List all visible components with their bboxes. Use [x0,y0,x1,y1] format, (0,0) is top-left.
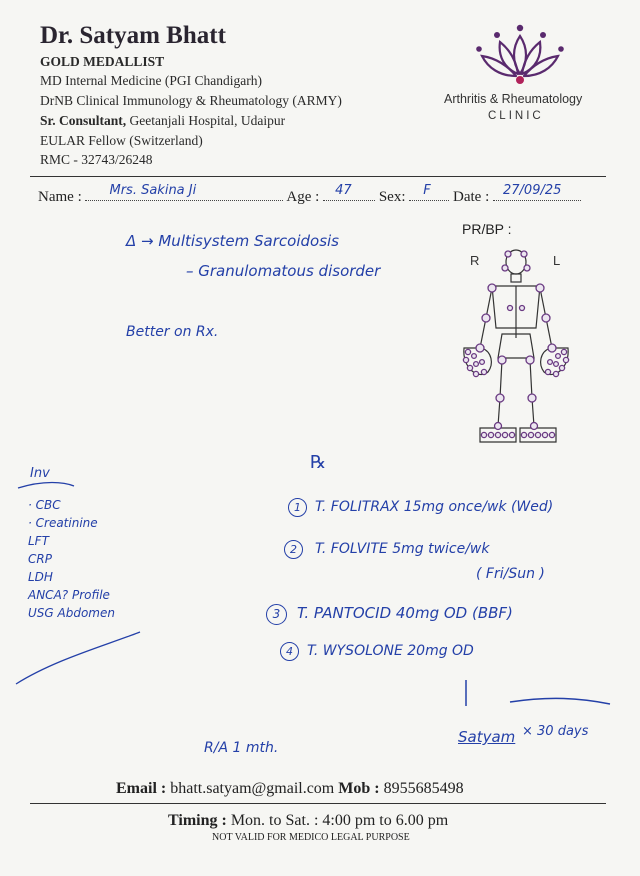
clinical-status: Better on Rx. [126,324,219,340]
investigation-item: · Creatinine [28,516,98,530]
email-value: bhatt.satyam@gmail.com [166,780,335,797]
position-label: Sr. Consultant, [40,113,127,128]
email-label: Email : [116,780,167,797]
rx-item-text: T. FOLITRAX 15mg once/wk (Wed) [315,499,554,515]
rx-item-2 [284,540,490,559]
clinic-name: Arthritis & Rheumatology [444,92,583,106]
rx-item-2-schedule: ( Fri/Sun ) [476,566,545,582]
clinic-subtitle: CLINIC [488,110,544,122]
clinic-timing [168,812,448,830]
review-note: R/A 1 mth. [204,740,279,756]
rx-item-1 [288,498,553,517]
joint-homunculus-diagram-icon [458,248,578,448]
diagnosis-line-2: – Granulomatous disorder [186,262,381,280]
investigation-item: ANCA? Profile [28,588,110,602]
investigation-item: LDH [28,570,53,584]
age-label: Age : [286,189,320,205]
right-side-label: R [470,253,480,268]
prbp-label: PR/BP : [462,221,512,237]
investigation-item: LFT [28,534,49,548]
investigation-item: CRP [28,552,52,566]
age-field [323,183,375,201]
mob-value: 8955685498 [379,780,464,797]
mob-label: Mob : [334,780,380,797]
position-hospital: Geetanjali Hospital, Udaipur [126,113,286,128]
doctor-award: GOLD MEDALLIST [40,54,165,69]
footer-contact [116,780,464,798]
investigation-item: · CBC [28,498,61,512]
rx-number-circle: 4 [280,642,299,661]
header-divider [30,176,606,177]
doctor-name: Dr. Satyam Bhatt [40,22,226,49]
left-side-label: L [553,253,561,268]
sex-value: F [423,183,431,198]
lotus-dots-logo-icon [472,22,568,86]
doctor-position [40,113,285,129]
date-field [493,183,581,201]
age-value: 47 [335,183,352,198]
footer-divider [30,803,606,804]
rx-item-3 [266,604,513,625]
legal-disclaimer: NOT VALID FOR MEDICO LEGAL PURPOSE [212,832,410,843]
rx-item-text: T. PANTOCID 40mg OD (BBF) [297,604,513,622]
investigations-heading: Inv [30,466,50,481]
name-label: Name : [38,189,82,205]
sex-label: Sex: [378,189,406,205]
rx-number-circle: 2 [284,540,303,559]
timing-value: Mon. to Sat. : 4:00 pm to 6.00 pm [226,812,449,829]
rx-symbol: ℞ [310,452,327,473]
doctor-degree-2: DrNB Clinical Immunology & Rheumatology (ARMY) [40,93,342,108]
doctor-registration: RMC - 32743/26248 [40,152,153,167]
investigation-item: USG Abdomen [28,606,115,620]
name-field [85,183,283,201]
rx-item-text: T. WYSOLONE 20mg OD [307,643,474,659]
rx-item-text: T. FOLVITE 5mg twice/wk [315,541,490,557]
doctor-signature: Satyam [458,728,516,746]
rx-number-circle: 1 [288,498,307,517]
rx-duration: × 30 days [522,724,589,739]
diagnosis-line-1: Δ → Multisystem Sarcoidosis [126,232,339,250]
sex-field [409,183,449,201]
date-label: Date : [453,189,490,205]
date-value: 27/09/25 [503,183,562,198]
rx-number-circle: 3 [266,604,287,625]
timing-label: Timing : [168,812,227,829]
name-value: Mrs. Sakina Ji [109,183,197,198]
investigations-bracket-icon [14,460,144,690]
doctor-degree-1: MD Internal Medicine (PGI Chandigarh) [40,73,262,88]
patient-fields-row [38,183,581,206]
rx-item-4 [280,642,474,661]
doctor-fellowship: EULAR Fellow (Switzerland) [40,133,203,148]
